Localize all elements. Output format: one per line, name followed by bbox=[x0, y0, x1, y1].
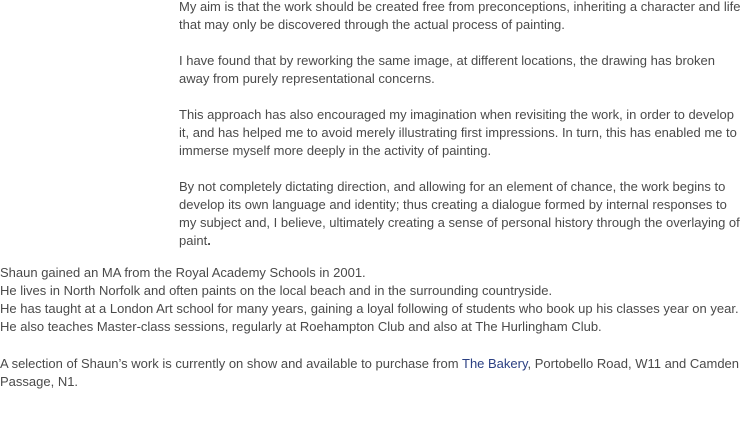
bio-line-teaching: He has taught at a London Art school for many years, gaining a loyal following of students who book up his classes year on year. bbox=[0, 301, 739, 316]
statement-paragraph-2: I have found that by reworking the same image, at different locations, the drawing has broken away from purely representational concerns. bbox=[179, 53, 715, 86]
the-bakery-link[interactable]: The Bakery bbox=[462, 356, 528, 371]
bio-line-residence: He lives in North Norfolk and often paints on the local beach and in the surrounding countryside. bbox=[0, 283, 553, 298]
statement-paragraph-4-text: By not completely dictating direction, and allowing for an element of chance, the work begins to develop its own language and identity; thus creating a dialogue formed by internal responses to my subject and, I believe, ultimately creating a sense of personal history through the overlaying of paint bbox=[179, 179, 740, 248]
artist-statement bbox=[179, 0, 745, 268]
statement-paragraph-1: My aim is that the work should be created free from preconceptions, inheriting a character and life that may only be discovered through the actual process of painting. bbox=[179, 0, 741, 32]
statement-paragraph-4 bbox=[179, 178, 745, 250]
availability-text-before: A selection of Shaun’s work is currently on show and available to purchase from bbox=[0, 356, 462, 371]
bio-line-education: Shaun gained an MA from the Royal Academy Schools in 2001. bbox=[0, 265, 366, 280]
availability-note bbox=[0, 355, 750, 391]
statement-paragraph-3: This approach has also encouraged my imagination when revisiting the work, in order to develop it, and has helped me to avoid merely illustrating first impressions. In turn, this has enabled me to immerse myself more deeply in the activity of painting. bbox=[179, 107, 737, 158]
bio-line-masterclass: He also teaches Master-class sessions, regularly at Roehampton Club and also at The Hurlingham Club. bbox=[0, 319, 602, 334]
artist-bio bbox=[0, 264, 750, 336]
availability-text-after: , Portobello Road, W11 and Camden Passage, N1. bbox=[0, 356, 740, 389]
availability-paragraph bbox=[0, 355, 750, 391]
statement-paragraph-4-end: . bbox=[207, 233, 211, 248]
